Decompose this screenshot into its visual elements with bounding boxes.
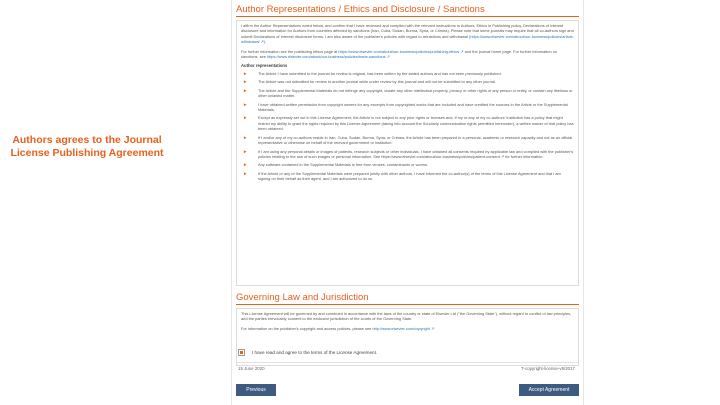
list-item: ► The Article and the Supplemental Materials do not infringe any copyright, violate any other intellectual property, privacy or other rights of any person or entity, or contain any libellous or other unlawful matter. [243,87,573,99]
accept-agreement-button[interactable]: Accept Agreement [519,384,579,396]
agreement-date: 15 June 2020 [238,366,265,371]
agree-checkbox[interactable] [238,349,245,356]
license-agreement-panel [231,0,584,405]
arrow-right-icon: ► [243,134,248,140]
arrow-right-icon: ► [243,162,248,168]
intro-paragraph [241,23,574,45]
section-title-representations: Author Representations / Ethics and Disclosure / Sanctions [236,4,579,17]
list-item: ► I have obtained written permission from copyright owners for any excerpts from copyrighted works that are included and have credited the sources in the Article or the Supplemental Materials. [243,101,568,113]
license-version: T-copyright-license-v5/2017 [521,366,575,371]
further-text: For further information see the publishing ethics page at [241,48,338,54]
intro-text: I affirm the Author Representations noted below, and confirm that I have reviewed and complied with the relevant instructions to Authors, Ethics in Publishing policy, Declarations of Interest disclosure and information for Authors from countries affected by sanctions (Iran, Cuba, Sudan, Burma, Syria, or Crimea). Please note that some journals may require that all co-authors sign and submit Declarations of Interest disclosure forms. I am also aware of the publisher's policies with regard to retractions and withdrawal [241,23,574,39]
previous-button[interactable]: Previous [236,384,276,396]
list-item: ► If I am using any personal details or images of patients, research subjects or other individuals, I have obtained all consents required by applicable law and complied with the publisher's policies relating to the use of such images or personal information. See https://www.elsevier.com/about/our-business/policies/patient-consent ↗ for further information. [243,148,574,159]
list-item: ► Any software contained in the Supplemental Materials is free from viruses, contaminants or worms. [243,162,429,168]
arrow-right-icon: ► [243,115,248,121]
arrow-right-icon: ► [243,79,248,85]
section-title-governing-law: Governing Law and Jurisdiction [236,292,579,305]
withdrawal-link[interactable]: (https://www.elsevier.com/about/our-business/policies/article-withdrawal ↗). [241,33,574,45]
copyright-link[interactable]: http://www.elsevier.com/copyright ↗. [372,325,436,331]
copyright-text: For information on the publisher's copyright and access policies, please see [241,325,372,331]
representations-list [241,71,574,182]
sanctions-link[interactable]: https://www.elsevier.com/about/our-business/policies/trade-sanctions ↗ [266,54,390,60]
list-item: ► The Article was not submitted for review to another journal while under review by this journal and will not be submitted to any other journal. [243,79,496,85]
further-text-2: and the journal home page. For further information on sanctions, see [241,48,558,60]
arrow-right-icon: ► [243,170,248,176]
governing-law-box[interactable] [236,308,579,366]
arrow-right-icon: ► [243,101,248,107]
list-item: ► The Article I have submitted to the journal for review is original, has been written by the stated authors and has not been previously published. [243,71,502,77]
arrow-right-icon: ► [243,71,248,77]
footer-divider [236,362,579,363]
author-representations-title: Author representations [241,63,288,69]
ethics-link[interactable]: https://www.elsevier.com/about/our-business/policies/publishing-ethics ↗ [338,48,464,54]
list-item: ► If I and/or any of my co-authors reside in Iran, Cuba, Sudan, Burma, Syria, or Crimea, the Article has been prepared in a personal, academic or research capacity and not as an official representative or otherwise on behalf of the relevant government or institution. [243,134,573,146]
representations-box[interactable] [236,20,579,286]
arrow-right-icon: ► [243,87,248,93]
agree-label: I have read and agree to the terms of the License Agreement. [252,350,378,355]
arrow-right-icon: ► [243,148,248,154]
governing-law-paragraph: This License Agreement will be governed by and construed in accordance with the laws of the country or state of Elsevier Ltd ("the Governing State"), without regard to conflict of law principles, and the parties irrevocably consent to the exclusive jurisdiction of the courts of the Governing State. [241,311,572,322]
further-info-paragraph [241,49,574,60]
slide-caption: Authors agrees to the Journal License Publishing Agreement [10,134,164,159]
list-item: ► Except as expressly set out in this License Agreement, the Article is not subject to any prior rights or licenses and, if my or any of my co-authors' institution has a policy that might restrict my ability to grant the rights required by this License Agreement (taking into account the Scholarly communication rights permitted hereunder), a written waiver of that policy has been obtained. [243,115,574,132]
copyright-paragraph [241,326,574,331]
agree-row [238,349,377,356]
list-item: ► If the Article or any of the Supplemental Materials were prepared jointly with other authors, I have informed the co-author(s) of the terms of this License Agreement and that I am signing on their behalf as their agent, and I am authorized to do so. [243,170,561,182]
